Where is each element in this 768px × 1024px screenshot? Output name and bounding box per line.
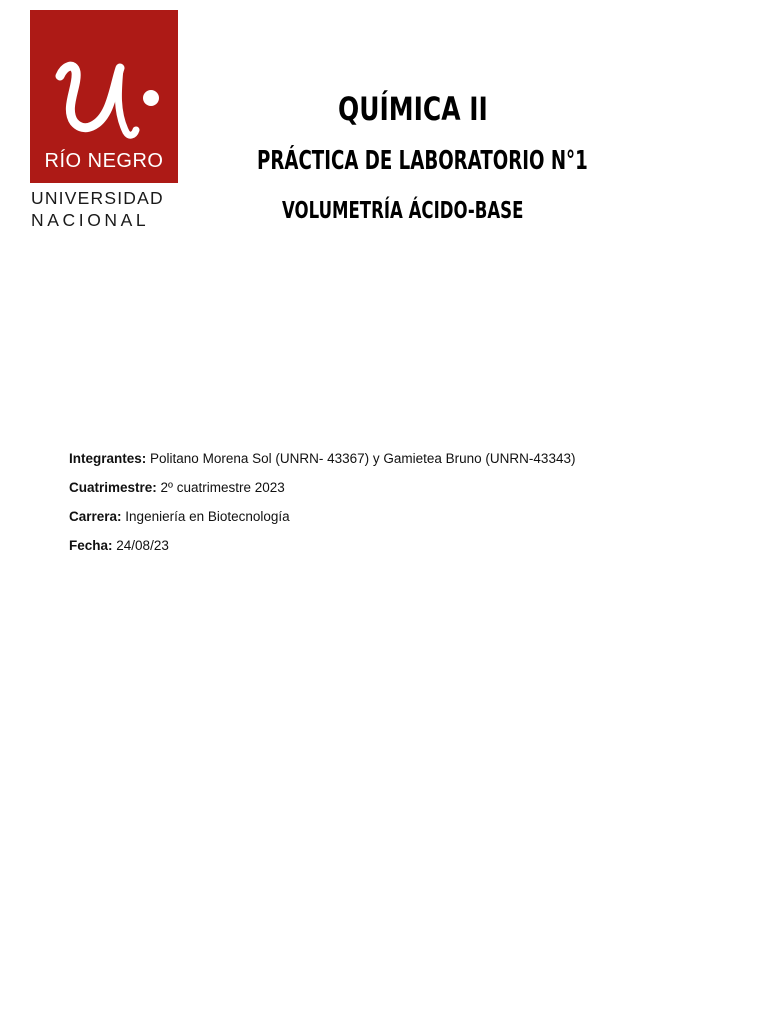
details-row-cuatrimestre xyxy=(69,479,575,508)
logo-red-box xyxy=(30,10,178,183)
details-row-integrantes xyxy=(69,450,575,479)
logo-u-mark-icon xyxy=(30,10,178,150)
details-row-fecha xyxy=(69,537,575,566)
details-label: Cuatrimestre: xyxy=(69,480,157,495)
details-label: Fecha: xyxy=(69,538,113,553)
logo-nacional: NACIONAL xyxy=(31,210,150,230)
details-label: Integrantes: xyxy=(69,451,147,466)
university-logo xyxy=(30,10,180,232)
logo-universidad: UNIVERSIDAD xyxy=(31,188,164,208)
details-value: Ingeniería en Biotecnología xyxy=(125,509,290,524)
course-title: QUÍMICA II xyxy=(338,90,488,128)
details-label: Carrera: xyxy=(69,509,122,524)
details-value: 2º cuatrimestre 2023 xyxy=(160,480,285,495)
practice-title: PRÁCTICA DE LABORATORIO N°1 xyxy=(257,146,588,176)
topic-title: VOLUMETRÍA ÁCIDO-BASE xyxy=(282,198,524,224)
details-value: Politano Morena Sol (UNRN- 43367) y Gamietea Bruno (UNRN-43343) xyxy=(150,451,576,466)
logo-rio-negro: RÍO NEGRO xyxy=(44,150,164,172)
details-value: 24/08/23 xyxy=(116,538,169,553)
document-details xyxy=(69,450,575,566)
details-row-carrera xyxy=(69,508,575,537)
